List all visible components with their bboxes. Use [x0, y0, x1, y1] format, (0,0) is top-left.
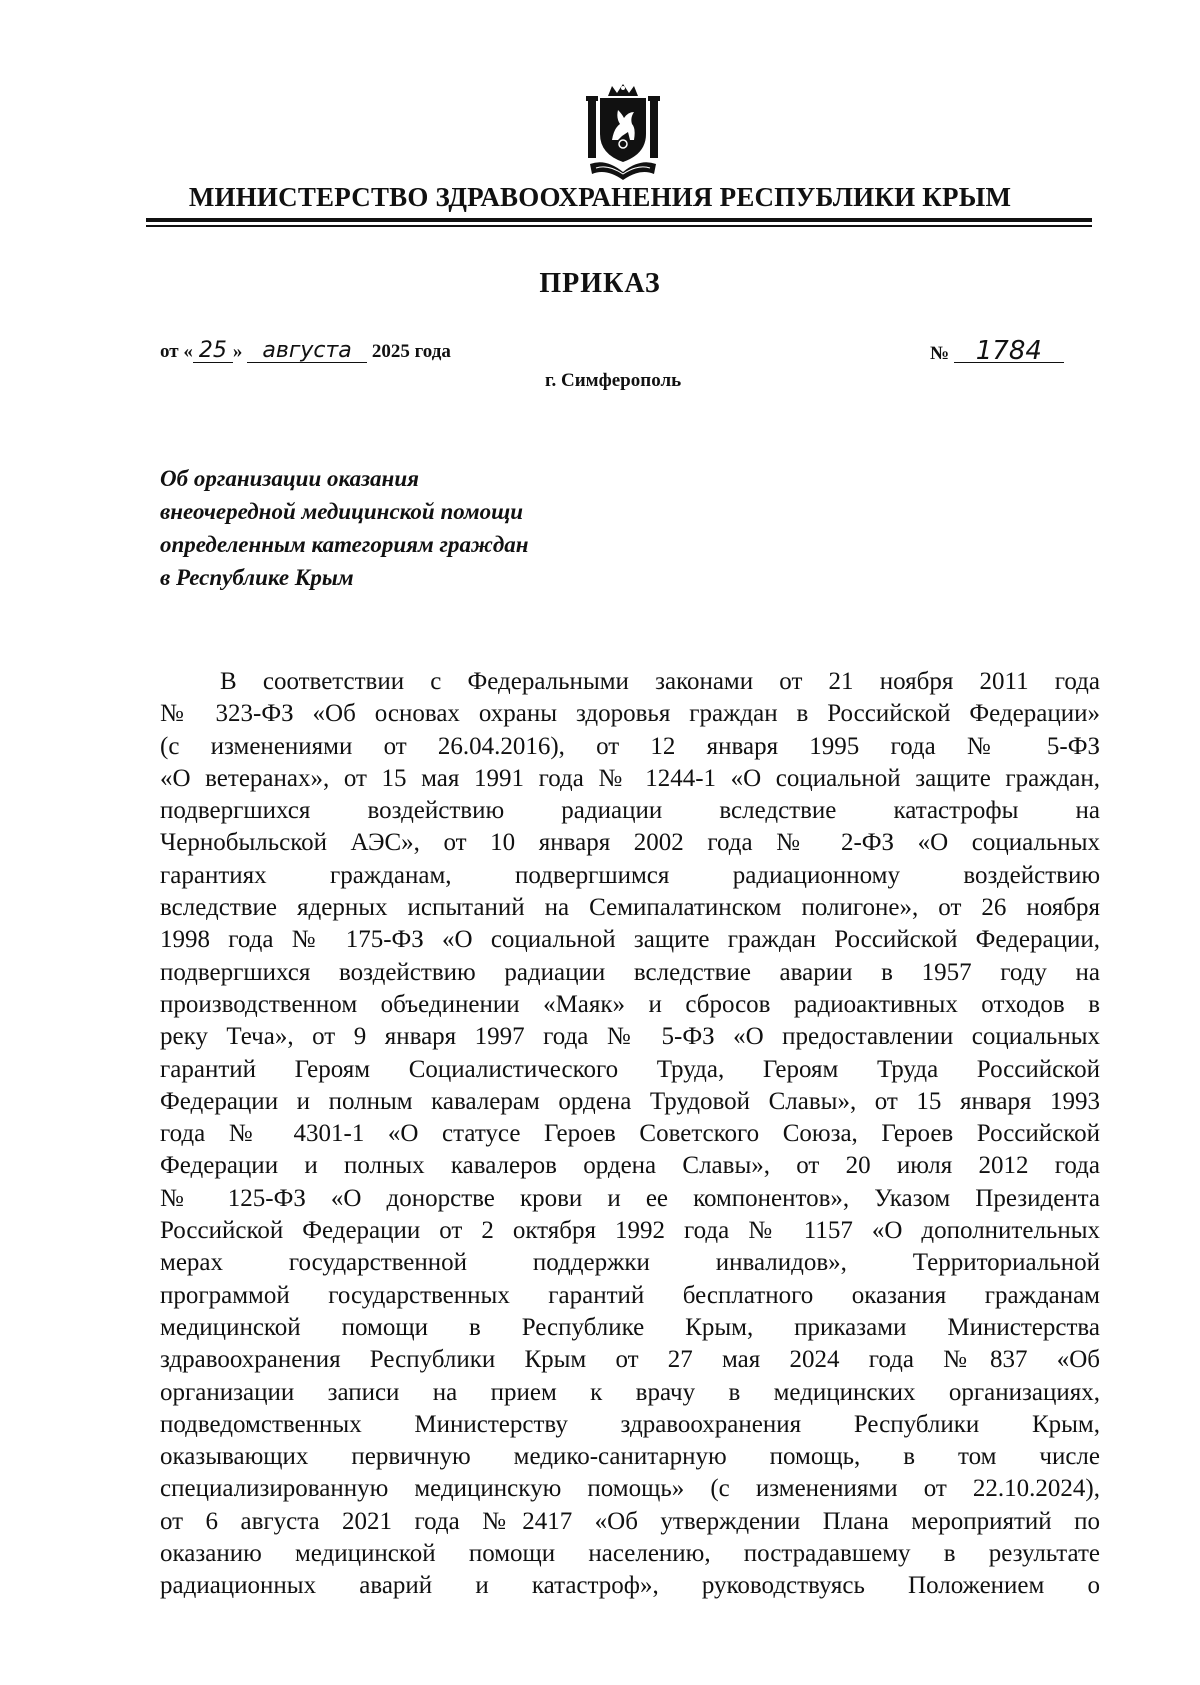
- date-mid: »: [232, 341, 243, 362]
- body-line: реку Теча», от 9 января 1997 года № 5-ФЗ «О предоставлении социальных: [160, 1023, 1100, 1051]
- body-line: медицинской помощи в Республике Крым, приказами Министерства: [160, 1313, 1100, 1341]
- subject-line: внеочередной медицинской помощи: [160, 499, 524, 524]
- subject-line: в Республике Крым: [160, 565, 354, 590]
- body-line: подвергшихся воздействию радиации вследствие катастрофы на: [160, 797, 1100, 825]
- body-line: № 323-ФЗ «Об основах охраны здоровья граждан в Российской Федерации»: [160, 700, 1100, 728]
- body-line: «О ветеранах», от 15 мая 1991 года № 1244-1 «О социальной защите граждан,: [160, 764, 1100, 792]
- number-handwritten: 1784: [954, 340, 1064, 363]
- order-body: [160, 666, 1100, 1603]
- body-line: гарантий Героям Социалистического Труда, Героям Труда Российской: [160, 1055, 1100, 1083]
- body-line: оказывающих первичную медико-санитарную помощь, в том числе: [160, 1443, 1100, 1471]
- body-line: программой государственных гарантий бесплатного оказания гражданам: [160, 1281, 1100, 1309]
- subject-line: Об организации оказания: [160, 466, 419, 491]
- body-line: 1998 года № 175-ФЗ «О социальной защите граждан Российской Федерации,: [160, 926, 1100, 954]
- body-line: Федерации и полным кавалерам ордена Трудовой Славы», от 15 января 1993: [160, 1087, 1100, 1115]
- header-divider-thick: [146, 218, 1092, 222]
- body-line: № 125-ФЗ «О донорстве крови и ее компонентов», Указом Президента: [160, 1184, 1100, 1212]
- date-day-handwritten: 25: [193, 340, 233, 363]
- date-suffix: 2025 года: [371, 341, 451, 362]
- body-line: Чернобыльской АЭС», от 10 января 2002 года № 2-ФЗ «О социальных: [160, 829, 1100, 857]
- order-subject: [160, 462, 529, 594]
- body-line: от 6 августа 2021 года №2417 «Об утверждении Плана мероприятий по: [160, 1507, 1100, 1535]
- body-line: подведомственных Министерству здравоохранения Республики Крым,: [160, 1410, 1100, 1438]
- order-city: г. Симферополь: [545, 370, 682, 391]
- body-line: оказанию медицинской помощи населению, пострадавшему в результате: [160, 1540, 1100, 1568]
- date-month-handwritten: августа: [247, 340, 367, 363]
- crimea-coat-of-arms-icon: [586, 82, 660, 182]
- order-date: [160, 340, 451, 363]
- body-line: здравоохранения Республики Крым от 27 мая 2024 года №837 «Об: [160, 1346, 1100, 1374]
- order-number: [930, 336, 1064, 366]
- ministry-name: МИНИСТЕРСТВО ЗДРАВООХРАНЕНИЯ РЕСПУБЛИКИ КРЫМ: [188, 182, 1012, 212]
- date-prefix: от «: [160, 341, 193, 362]
- body-line: радиационных аварий и катастроф», руководствуясь Положением о: [160, 1572, 1100, 1600]
- body-line: подвергшихся воздействию радиации вследствие аварии в 1957 году на: [160, 958, 1100, 986]
- body-line: В соответствии с Федеральными законами от 21 ноября 2011 года: [220, 668, 1100, 695]
- number-prefix: №: [930, 343, 950, 364]
- body-line: организации записи на прием к врачу в медицинских организациях,: [160, 1378, 1100, 1406]
- body-line: специализированную медицинскую помощь» (с изменениями от 22.10.2024),: [160, 1475, 1100, 1503]
- body-line: Российской Федерации от 2 октября 1992 года № 1157 «О дополнительных: [160, 1217, 1100, 1245]
- body-line: гарантиях гражданам, подвергшимся радиационному воздействию: [160, 861, 1100, 889]
- body-line: Федерации и полных кавалеров ордена Славы», от 20 июля 2012 года: [160, 1152, 1100, 1180]
- body-line: мерах государственной поддержки инвалидов», Территориальной: [160, 1249, 1100, 1277]
- subject-line: определенным категориям граждан: [160, 532, 529, 557]
- body-line: (с изменениями от 26.04.2016), от 12 января 1995 года № 5-ФЗ: [160, 732, 1100, 760]
- body-line: года № 4301-1 «О статусе Героев Советского Союза, Героев Российской: [160, 1120, 1100, 1148]
- header-divider-thin: [146, 225, 1092, 227]
- body-line: производственном объединении «Маяк» и сбросов радиоактивных отходов в: [160, 990, 1100, 1018]
- body-line: вследствие ядерных испытаний на Семипалатинском полигоне», от 26 ноября: [160, 894, 1100, 922]
- order-title: ПРИКАЗ: [539, 268, 661, 299]
